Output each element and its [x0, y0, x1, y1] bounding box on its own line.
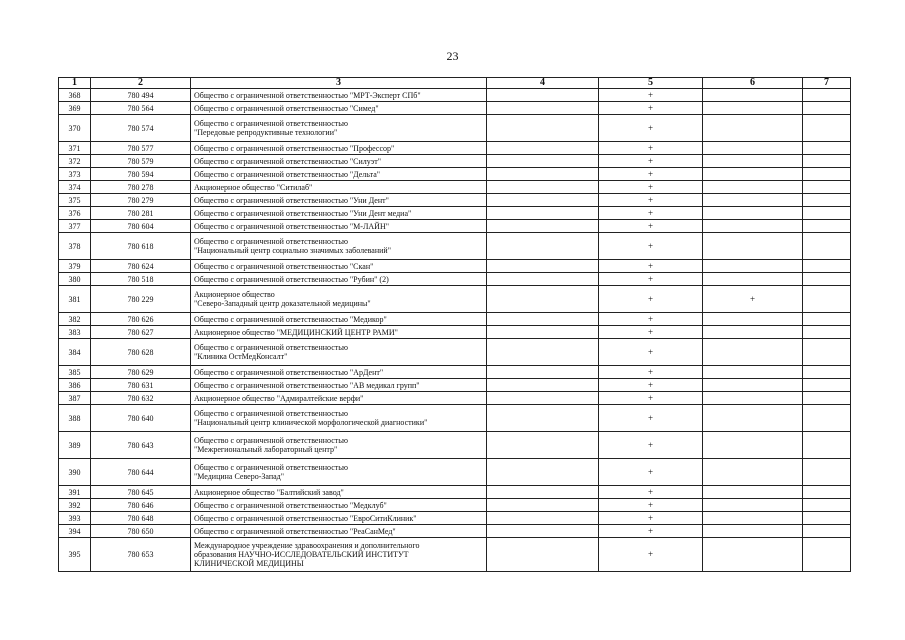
organization-name-line: "Медицина Северо-Запад"	[194, 472, 285, 481]
row-code: 780 574	[91, 115, 191, 142]
header-col-7: 7	[803, 78, 851, 89]
mark-col-6: +	[703, 286, 803, 313]
row-number: 391	[59, 486, 91, 499]
mark-col-4	[487, 102, 599, 115]
organization-name-line: Общество с ограниченной ответственностью "Силуэт"	[194, 156, 381, 166]
row-code: 780 644	[91, 459, 191, 486]
row-code: 780 494	[91, 89, 191, 102]
table-row	[59, 102, 851, 115]
organization-name	[191, 525, 487, 538]
header-col-6: 6	[703, 78, 803, 89]
table-row	[59, 181, 851, 194]
mark-col-5: +	[599, 525, 703, 538]
table-row	[59, 155, 851, 168]
mark-col-5: +	[599, 313, 703, 326]
row-number: 390	[59, 459, 91, 486]
organization-name-line: Общество с ограниченной ответственностью "Рубин" (2)	[194, 274, 389, 284]
organization-name-line: Общество с ограниченной ответственностью "МРТ-Эксперт СПб"	[194, 90, 421, 100]
organization-name	[191, 499, 487, 512]
row-number: 386	[59, 379, 91, 392]
table-row	[59, 115, 851, 142]
mark-col-4	[487, 405, 599, 432]
row-number: 392	[59, 499, 91, 512]
mark-col-5: +	[599, 432, 703, 459]
organization-name	[191, 155, 487, 168]
row-code: 780 278	[91, 181, 191, 194]
mark-col-6	[703, 525, 803, 538]
organization-name-line: Международное учреждение здравоохранения и дополнительного	[194, 541, 420, 550]
organization-name	[191, 512, 487, 525]
organization-name	[191, 313, 487, 326]
organization-name-line: Общество с ограниченной ответственностью "Медклуб"	[194, 500, 387, 510]
mark-col-7	[803, 379, 851, 392]
mark-col-7	[803, 499, 851, 512]
table-row	[59, 512, 851, 525]
table-row	[59, 194, 851, 207]
organization-name-line: "Национальный центр социально значимых заболеваний"	[194, 246, 391, 255]
row-code: 780 626	[91, 313, 191, 326]
header-col-4: 4	[487, 78, 599, 89]
row-code: 780 650	[91, 525, 191, 538]
organization-name	[191, 326, 487, 339]
organization-name	[191, 260, 487, 273]
mark-col-5: +	[599, 273, 703, 286]
mark-col-7	[803, 168, 851, 181]
organization-name	[191, 379, 487, 392]
mark-col-5: +	[599, 326, 703, 339]
organization-name-line: "Передовые репродуктивные технологии"	[194, 128, 338, 137]
organization-name-line: Общество с ограниченной ответственностью	[194, 463, 348, 472]
row-code: 780 629	[91, 366, 191, 379]
row-code: 780 604	[91, 220, 191, 233]
mark-col-4	[487, 155, 599, 168]
mark-col-5: +	[599, 260, 703, 273]
page-number: 23	[446, 49, 459, 63]
organization-name-line: Общество с ограниченной ответственностью	[194, 343, 348, 352]
mark-col-4	[487, 220, 599, 233]
table-row	[59, 89, 851, 102]
mark-col-4	[487, 512, 599, 525]
mark-col-7	[803, 405, 851, 432]
mark-col-7	[803, 89, 851, 102]
mark-col-5: +	[599, 379, 703, 392]
table-row	[59, 220, 851, 233]
row-code: 780 646	[91, 499, 191, 512]
table-row	[59, 286, 851, 313]
mark-col-4	[487, 339, 599, 366]
row-code: 780 632	[91, 392, 191, 405]
organization-name-line: Общество с ограниченной ответственностью "М-ЛАЙН"	[194, 221, 389, 231]
table-row	[59, 273, 851, 286]
organization-name	[191, 432, 487, 459]
row-number: 383	[59, 326, 91, 339]
mark-col-5: +	[599, 233, 703, 260]
organization-name-line: Общество с ограниченной ответственностью "АрДент"	[194, 367, 384, 377]
mark-col-5: +	[599, 142, 703, 155]
mark-col-7	[803, 260, 851, 273]
organization-name	[191, 486, 487, 499]
mark-col-6	[703, 220, 803, 233]
header-row	[59, 78, 851, 89]
row-code: 780 564	[91, 102, 191, 115]
organization-name-line: Акционерное общество "Балтийский завод"	[194, 487, 344, 497]
mark-col-7	[803, 538, 851, 572]
organization-name	[191, 181, 487, 194]
row-code: 780 577	[91, 142, 191, 155]
header-col-3: 3	[191, 78, 487, 89]
row-number: 371	[59, 142, 91, 155]
table-row	[59, 538, 851, 572]
organization-name-line: "Клиника ОстМедКонсалт"	[194, 352, 288, 361]
mark-col-7	[803, 155, 851, 168]
mark-col-6	[703, 181, 803, 194]
organization-name-line: образования НАУЧНО-ИССЛЕДОВАТЕЛЬСКИЙ ИНСТИТУТ	[194, 550, 409, 559]
mark-col-4	[487, 115, 599, 142]
row-number: 378	[59, 233, 91, 260]
mark-col-7	[803, 286, 851, 313]
organization-name	[191, 405, 487, 432]
header-col-5: 5	[599, 78, 703, 89]
organization-name-line: Акционерное общество "Ситилаб"	[194, 182, 313, 192]
mark-col-6	[703, 459, 803, 486]
organization-name-line: "Национальный центр клинической морфологической диагностики"	[194, 418, 428, 427]
mark-col-6	[703, 538, 803, 572]
row-number: 376	[59, 207, 91, 220]
mark-col-6	[703, 102, 803, 115]
mark-col-6	[703, 326, 803, 339]
row-number: 395	[59, 538, 91, 572]
organization-name-line: Акционерное общество "МЕДИЦИНСКИЙ ЦЕНТР РАМИ"	[194, 327, 398, 337]
organization-name-line: КЛИНИЧЕСКОЙ МЕДИЦИНЫ	[194, 559, 304, 568]
mark-col-4	[487, 525, 599, 538]
row-number: 393	[59, 512, 91, 525]
table-row	[59, 339, 851, 366]
mark-col-7	[803, 512, 851, 525]
mark-col-5: +	[599, 102, 703, 115]
mark-col-5: +	[599, 89, 703, 102]
row-code: 780 229	[91, 286, 191, 313]
organization-name-line: Общество с ограниченной ответственностью "Скан"	[194, 261, 374, 271]
mark-col-5: +	[599, 499, 703, 512]
row-code: 780 579	[91, 155, 191, 168]
row-number: 369	[59, 102, 91, 115]
mark-col-6	[703, 313, 803, 326]
organization-name-line: Акционерное общество	[194, 290, 275, 299]
mark-col-6	[703, 339, 803, 366]
mark-col-5: +	[599, 220, 703, 233]
table-body	[59, 89, 851, 572]
mark-col-4	[487, 326, 599, 339]
organization-name	[191, 459, 487, 486]
row-number: 375	[59, 194, 91, 207]
mark-col-6	[703, 168, 803, 181]
mark-col-5: +	[599, 181, 703, 194]
mark-col-7	[803, 326, 851, 339]
organization-name-line: "Северо-Западный центр доказательной медицины"	[194, 299, 371, 308]
mark-col-5: +	[599, 194, 703, 207]
mark-col-4	[487, 194, 599, 207]
row-number: 381	[59, 286, 91, 313]
mark-col-6	[703, 499, 803, 512]
mark-col-7	[803, 102, 851, 115]
organization-name-line: Общество с ограниченной ответственностью	[194, 237, 348, 246]
header-col-1: 1	[59, 78, 91, 89]
row-code: 780 279	[91, 194, 191, 207]
mark-col-6	[703, 115, 803, 142]
row-number: 374	[59, 181, 91, 194]
mark-col-5: +	[599, 459, 703, 486]
row-code: 780 643	[91, 432, 191, 459]
mark-col-6	[703, 142, 803, 155]
organization-name-line: Общество с ограниченной ответственностью	[194, 436, 348, 445]
mark-col-4	[487, 499, 599, 512]
organization-name-line: Общество с ограниченной ответственностью "ЕвроСитиКлиник"	[194, 513, 417, 523]
mark-col-7	[803, 115, 851, 142]
mark-col-7	[803, 194, 851, 207]
mark-col-6	[703, 207, 803, 220]
table-row	[59, 499, 851, 512]
table-row	[59, 392, 851, 405]
organization-name	[191, 89, 487, 102]
mark-col-4	[487, 286, 599, 313]
organization-name	[191, 220, 487, 233]
organization-name-line: Общество с ограниченной ответственностью "Дельта"	[194, 169, 381, 179]
organization-name-line: Общество с ограниченной ответственностью	[194, 409, 348, 418]
organization-name-line: Акционерное общество "Адмиралтейские верфи"	[194, 393, 364, 403]
mark-col-5: +	[599, 207, 703, 220]
registry-table	[58, 77, 851, 572]
row-number: 382	[59, 313, 91, 326]
table-row	[59, 168, 851, 181]
row-number: 387	[59, 392, 91, 405]
mark-col-4	[487, 181, 599, 194]
mark-col-6	[703, 366, 803, 379]
table-row	[59, 379, 851, 392]
row-number: 388	[59, 405, 91, 432]
organization-name-line: Общество с ограниченной ответственностью "Симед"	[194, 103, 379, 113]
organization-name	[191, 233, 487, 260]
row-number: 394	[59, 525, 91, 538]
table-row	[59, 233, 851, 260]
organization-name-line: Общество с ограниченной ответственностью "Уни Дент"	[194, 195, 389, 205]
row-number: 385	[59, 366, 91, 379]
row-code: 780 648	[91, 512, 191, 525]
mark-col-4	[487, 379, 599, 392]
mark-col-4	[487, 313, 599, 326]
row-code: 780 618	[91, 233, 191, 260]
mark-col-5: +	[599, 486, 703, 499]
mark-col-7	[803, 392, 851, 405]
mark-col-7	[803, 181, 851, 194]
row-code: 780 624	[91, 260, 191, 273]
mark-col-4	[487, 538, 599, 572]
mark-col-7	[803, 313, 851, 326]
mark-col-6	[703, 89, 803, 102]
organization-name	[191, 102, 487, 115]
mark-col-4	[487, 168, 599, 181]
organization-name	[191, 538, 487, 572]
row-number: 384	[59, 339, 91, 366]
table-row	[59, 207, 851, 220]
mark-col-5: +	[599, 115, 703, 142]
mark-col-6	[703, 432, 803, 459]
mark-col-7	[803, 459, 851, 486]
mark-col-7	[803, 432, 851, 459]
organization-name	[191, 366, 487, 379]
mark-col-4	[487, 432, 599, 459]
mark-col-7	[803, 339, 851, 366]
mark-col-5: +	[599, 392, 703, 405]
organization-name	[191, 142, 487, 155]
table-row	[59, 366, 851, 379]
mark-col-6	[703, 512, 803, 525]
mark-col-6	[703, 194, 803, 207]
mark-col-4	[487, 273, 599, 286]
mark-col-4	[487, 459, 599, 486]
row-number: 377	[59, 220, 91, 233]
mark-col-5: +	[599, 538, 703, 572]
mark-col-7	[803, 220, 851, 233]
mark-col-5: +	[599, 168, 703, 181]
row-code: 780 594	[91, 168, 191, 181]
organization-name-line: Общество с ограниченной ответственностью "АВ медикал групп"	[194, 380, 420, 390]
organization-name	[191, 339, 487, 366]
row-code: 780 653	[91, 538, 191, 572]
row-number: 370	[59, 115, 91, 142]
header-col-2: 2	[91, 78, 191, 89]
mark-col-7	[803, 366, 851, 379]
row-number: 389	[59, 432, 91, 459]
row-code: 780 640	[91, 405, 191, 432]
mark-col-4	[487, 486, 599, 499]
organization-name	[191, 273, 487, 286]
row-number: 380	[59, 273, 91, 286]
mark-col-4	[487, 233, 599, 260]
mark-col-4	[487, 142, 599, 155]
mark-col-4	[487, 260, 599, 273]
organization-name-line: Общество с ограниченной ответственностью "Профессор"	[194, 143, 395, 153]
mark-col-6	[703, 155, 803, 168]
organization-name	[191, 286, 487, 313]
mark-col-4	[487, 89, 599, 102]
table-row	[59, 313, 851, 326]
mark-col-7	[803, 486, 851, 499]
mark-col-6	[703, 273, 803, 286]
organization-name-line: Общество с ограниченной ответственностью	[194, 119, 348, 128]
organization-name	[191, 168, 487, 181]
organization-name-line: Общество с ограниченной ответственностью "РеаСанМед"	[194, 526, 396, 536]
mark-col-4	[487, 392, 599, 405]
row-code: 780 645	[91, 486, 191, 499]
row-code: 780 281	[91, 207, 191, 220]
table-row	[59, 260, 851, 273]
mark-col-7	[803, 525, 851, 538]
mark-col-7	[803, 233, 851, 260]
organization-name	[191, 207, 487, 220]
row-code: 780 518	[91, 273, 191, 286]
row-code: 780 628	[91, 339, 191, 366]
table-row	[59, 525, 851, 538]
mark-col-5: +	[599, 339, 703, 366]
organization-name-line: Общество с ограниченной ответственностью "Медикор"	[194, 314, 387, 324]
mark-col-6	[703, 260, 803, 273]
organization-name-line: Общество с ограниченной ответственностью "Уни Дент медиа"	[194, 208, 412, 218]
table-row	[59, 432, 851, 459]
mark-col-5: +	[599, 366, 703, 379]
table-row	[59, 405, 851, 432]
row-number: 373	[59, 168, 91, 181]
row-number: 379	[59, 260, 91, 273]
organization-name-line: "Межрегиональный лабораторный центр"	[194, 445, 338, 454]
mark-col-5: +	[599, 286, 703, 313]
mark-col-7	[803, 207, 851, 220]
mark-col-5: +	[599, 405, 703, 432]
row-number: 368	[59, 89, 91, 102]
table-row	[59, 326, 851, 339]
mark-col-5: +	[599, 155, 703, 168]
mark-col-5: +	[599, 512, 703, 525]
organization-name	[191, 194, 487, 207]
row-code: 780 627	[91, 326, 191, 339]
mark-col-6	[703, 405, 803, 432]
table-row	[59, 486, 851, 499]
row-number: 372	[59, 155, 91, 168]
mark-col-4	[487, 366, 599, 379]
mark-col-6	[703, 379, 803, 392]
mark-col-4	[487, 207, 599, 220]
mark-col-6	[703, 486, 803, 499]
row-code: 780 631	[91, 379, 191, 392]
mark-col-6	[703, 392, 803, 405]
mark-col-6	[703, 233, 803, 260]
table-row	[59, 142, 851, 155]
table-row	[59, 459, 851, 486]
mark-col-7	[803, 273, 851, 286]
organization-name	[191, 392, 487, 405]
organization-name	[191, 115, 487, 142]
mark-col-7	[803, 142, 851, 155]
